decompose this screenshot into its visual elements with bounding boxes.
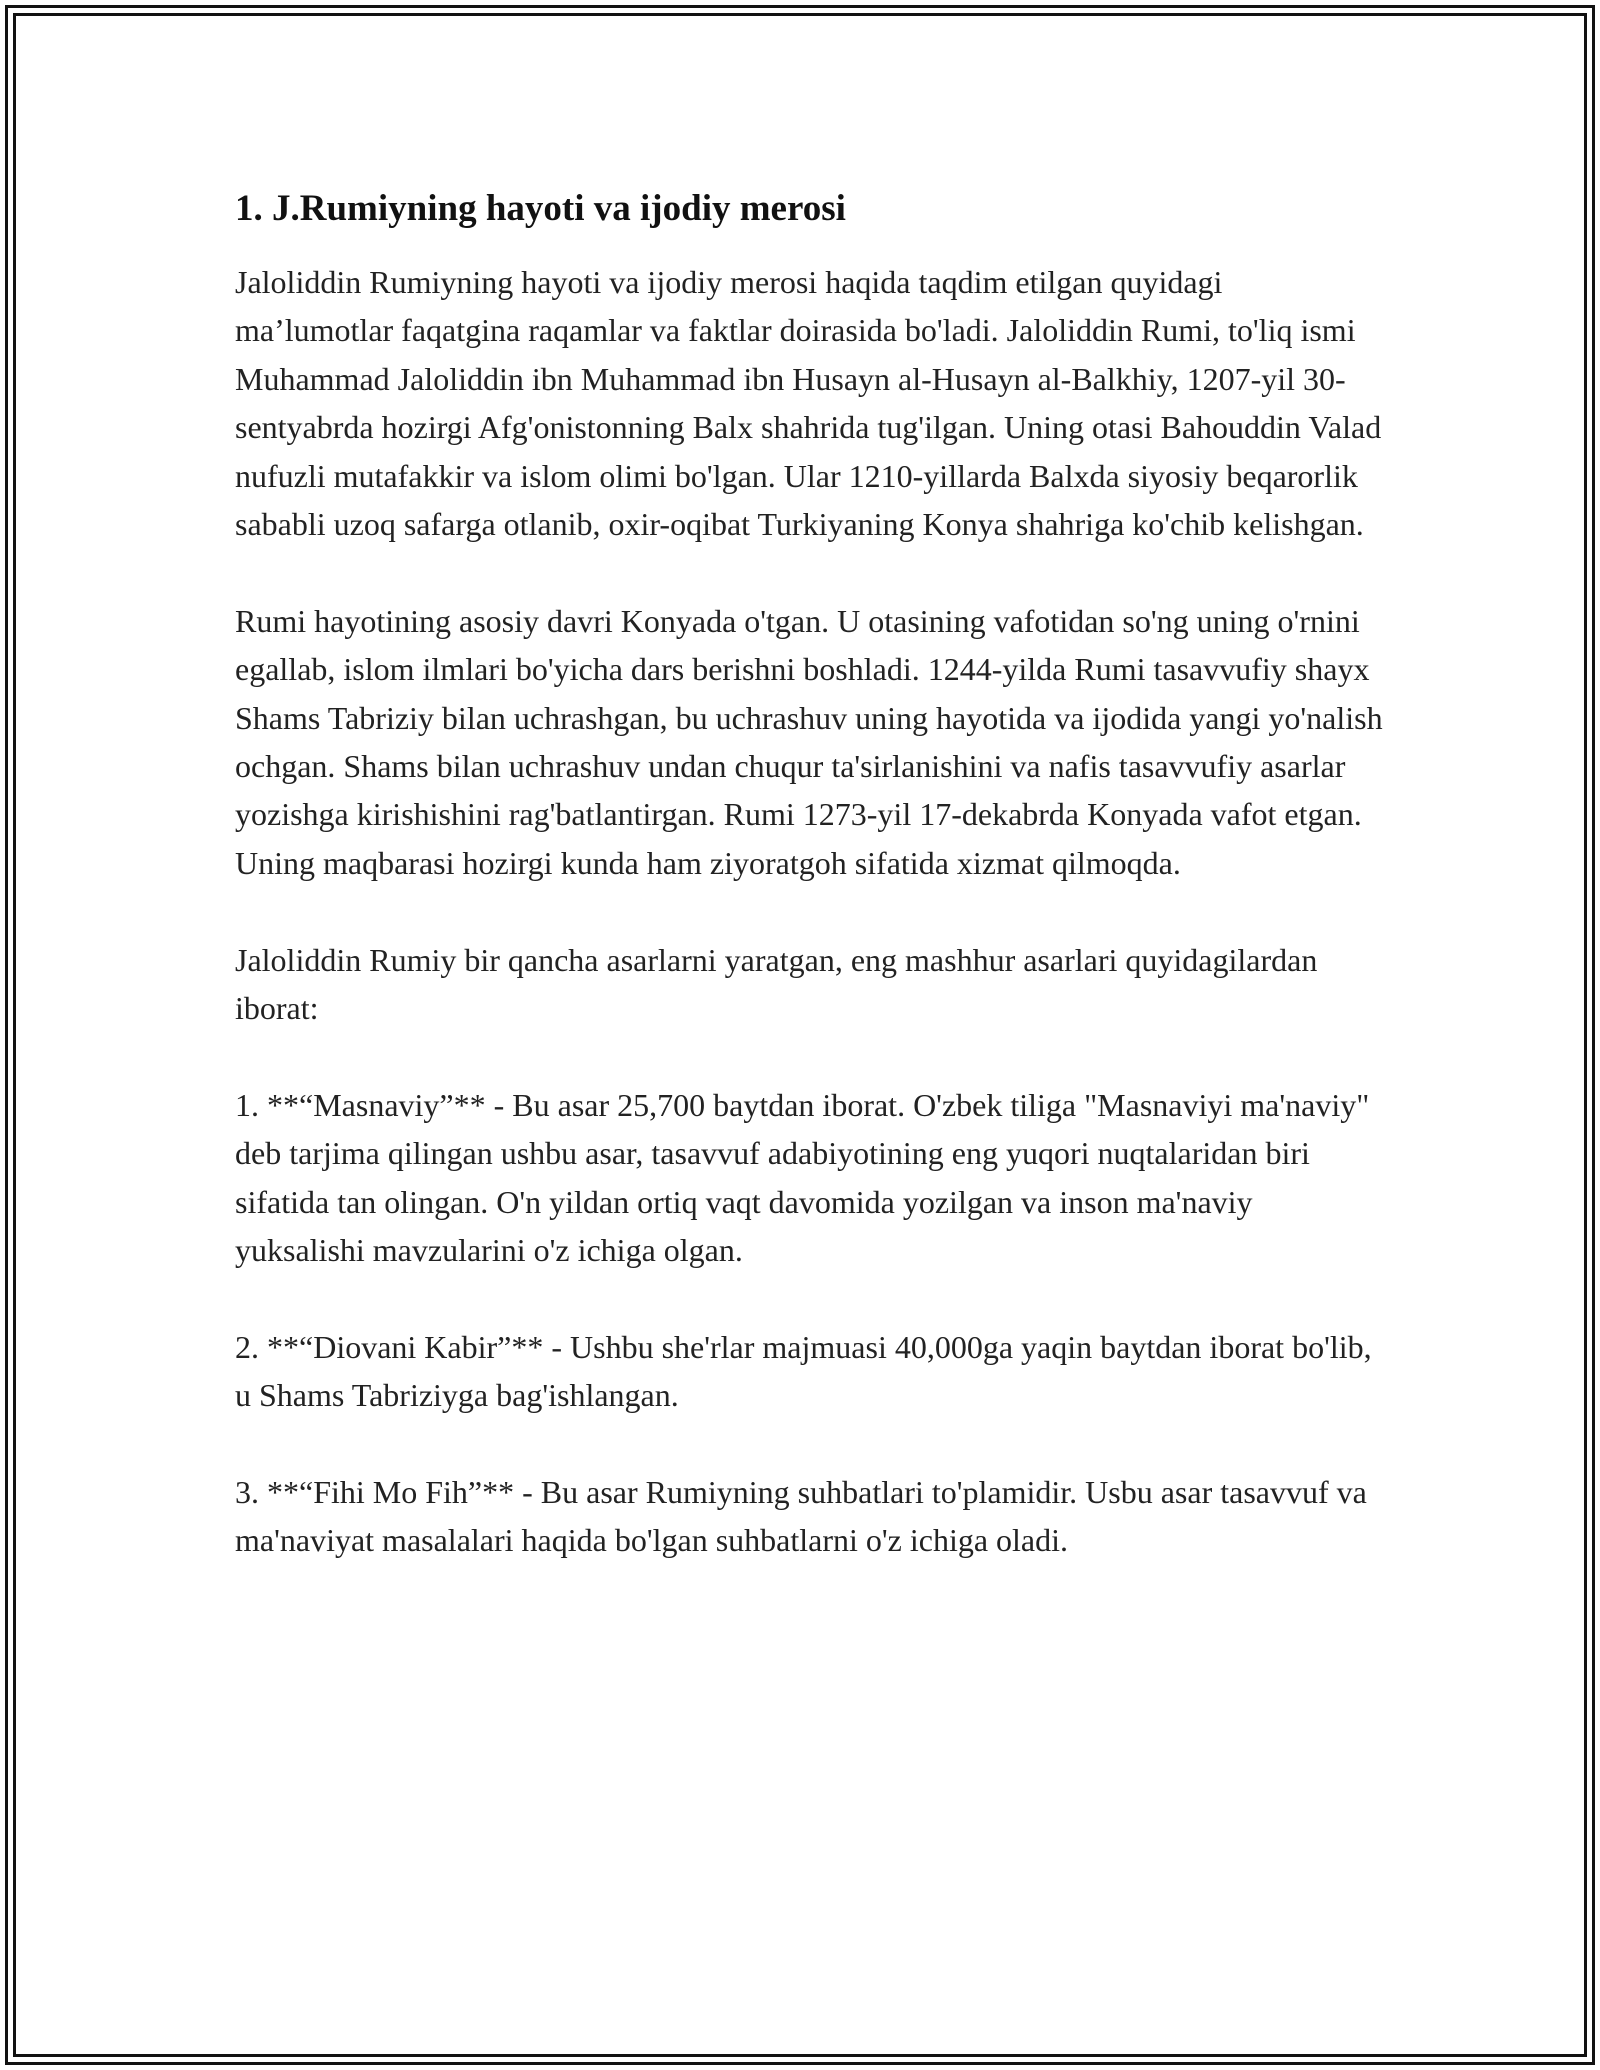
list-item-fihi-mo-fih: 3. **“Fihi Mo Fih”** - Bu asar Rumiyning suhbatlari to'plamidir. Usbu asar tasavvuf va ma'naviyat masalalari haqida bo'lgan suhbatlarni o'z ichiga oladi. bbox=[235, 1474, 1367, 1559]
list-item-diovani-kabir: 2. **“Diovani Kabir”** - Ushbu she'rlar majmuasi 40,000ga yaqin baytdan iborat bo'lib, u Shams Tabriziyga bag'ishlangan. bbox=[235, 1328, 1372, 1414]
list-item-masnaviy: 1. **“Masnaviy”** - Bu asar 25,700 baytdan iborat. O'zbek tiliga "Masnaviyi ma'naviy" deb tarjima qilingan ushbu asar, tasavvuf adabiyotining eng yuqori nuqtalaridan biri sifatida tan olingan. O'n yildan ortiq vaqt davomida yozilgan va inson ma'naviy yuksalishi mavzularini o'z ichiga olgan. bbox=[235, 1086, 1370, 1269]
document-body bbox=[235, 185, 1385, 1613]
paragraph-konya-life: Rumi hayotining asosiy davri Konyada o'tgan. U otasining vafotidan so'ng uning o'rnini egallab, islom ilmlari bo'yicha dars berishni boshladi. 1244-yilda Rumi tasavvufiy shayx Shams Tabriziy bilan uchrashgan, bu uchrashuv uning hayotida va ijodida yangi yo'nalish ochgan. Shams bilan uchrashuv undan chuqur ta'sirlanishini va nafis tasavvufiy asarlar yozishga kirishishini rag'batlantirgan. Rumi 1273-yil 17-dekabrda Konyada vafot etgan. Uning maqbarasi hozirgi kunda ham ziyoratgoh sifatida xizmat qilmoqda. bbox=[235, 602, 1383, 881]
paragraph-biography-intro: Jaloliddin Rumiyning hayoti va ijodiy merosi haqida taqdim etilgan quyidagi ma’lumotlar faqatgina raqamlar va faktlar doirasida bo'ladi. Jaloliddin Rumi, to'liq ismi Muhammad Jaloliddin ibn Muhammad ibn Husayn al-Husayn al-Balkhiy, 1207-yil 30-sentyabrda hozirgi Afg'onistonning Balx shahrida tug'ilgan. Uning otasi Bahouddin Valad nufuzli mutafakkir va islom olimi bo'lgan. Ular 1210-yillarda Balxda siyosiy beqarorlik sababli uzoq safarga otlanib, oxir-oqibat Turkiyaning Konya shahriga ko'chib kelishgan. bbox=[235, 264, 1382, 543]
document-title: 1. J.Rumiyning hayoti va ijodiy merosi bbox=[235, 188, 846, 229]
paragraph-works-intro: Jaloliddin Rumiy bir qancha asarlarni yaratgan, eng mashhur asarlari quyidagilardan iborat: bbox=[235, 941, 1318, 1027]
